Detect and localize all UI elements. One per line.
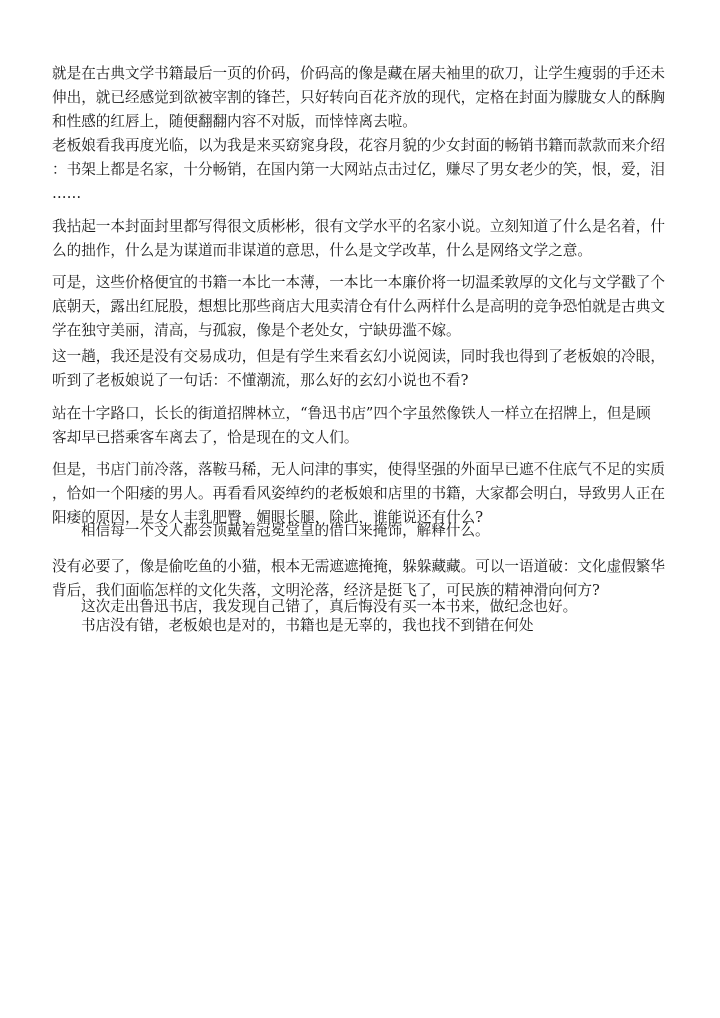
paragraph-line: 但是，书店门前冷落，落鞍马稀，无人问津的事实，使得坚强的外面早已遮不住底气不足的实质 [52,461,665,478]
paragraph-1 [52,62,665,134]
paragraph-line: 伸出，就已经感觉到欲被宰割的锋芒，只好转向百花齐放的现代，定格在封面为朦胧女人的酥胸 [52,89,665,106]
paragraph-line: 站在十字路口，长长的街道招牌林立，“鲁迅书店”四个字虽然像铁人一样立在招牌上，但是顾 [52,405,651,422]
paragraph-line: 学在独守美丽，清高，与孤寂，像是个老处女，宁缺毋滥不嫁。 [52,322,461,339]
paragraph-line: 么的拙作，什么是为谋道而非谋道的意思，什么是文学改革，什么是网络文学之意。 [52,242,592,259]
paragraph-line: ：书架上都是名家，十分畅销，在国内第一大网站点击过亿，赚尽了男女老少的笑，恨，爱，泪 [52,161,665,178]
paragraph-line: 和性感的红唇上，随便翻翻内容不对版，而悻悻离去啦。 [52,113,417,130]
paragraph-8 [81,519,490,543]
paragraph-5 [52,345,665,393]
paragraph-line: 没有必要了，像是偷吃鱼的小猫，根本无需遮遮掩掩，躲躲藏藏。可以一语道破：文化虚假繁华 [52,558,665,575]
paragraph-line: ，恰如一个阳痿的男人。再看看风姿绰约的老板娘和店里的书籍，大家都会明白，导致男人正在 [52,485,665,502]
paragraph-line: 就是在古典文学书籍最后一页的价码，价码高的像是藏在屠夫袖里的砍刀，让学生瘦弱的手还未 [52,65,665,82]
paragraph-line: 这一趟，我还是没有交易成功，但是有学生来看玄幻小说阅读，同时我也得到了老板娘的冷眼， [52,348,665,365]
paragraph-line: 我拈起一本封面封里都写得很文质彬彬，很有文学水平的名家小说。立刻知道了什么是名着，什 [52,218,665,235]
paragraph-line: …… [52,185,82,202]
paragraph-line: 这次走出鲁迅书店，我发现自己错了，真后悔没有买一本书来，做纪念也好。 [81,598,578,615]
paragraph-2 [52,134,665,206]
paragraph-line: 客却早已搭乘客车离去了，恰是现在的文人们。 [52,429,359,446]
paragraph-line: 可是，这些价格便宜的书籍一本比一本薄，一本比一本廉价将一切温柔敦厚的文化与文学戳了个 [52,274,665,291]
paragraph-3 [52,215,665,263]
paragraph-6 [52,402,651,450]
paragraph-line: 老板娘看我再度光临，以为我是来买窈窕身段，花容月貌的少女封面的畅销书籍而款款而来介绍 [52,137,665,154]
paragraph-line: 背后，我们面临怎样的文化失落，文明沦落，经济是挺飞了，可民族的精神滑向何方? [52,582,600,599]
paragraph-line: 书店没有错，老板娘也是对的，书籍也是无辜的，我也找不到错在何处 [81,617,534,634]
paragraph-4 [52,271,665,343]
paragraph-11 [81,614,533,638]
paragraph-line: 听到了老板娘说了一句话：不懂潮流，那么好的玄幻小说也不看? [52,372,469,389]
paragraph-line: 阳痿的原因，是女人丰乳肥臀，媚眼长腿，除此，谁能说还有什么? [52,509,484,526]
paragraph-line: 相信每一个文人都会顶戴着冠冕堂皇的借口来掩饰，解释什么。 [81,522,490,539]
paragraph-line: 底朝天，露出红屁股，想想比那些商店大甩卖清仓有什么两样什么是高明的竞争恐怕就是古典文 [52,298,665,315]
